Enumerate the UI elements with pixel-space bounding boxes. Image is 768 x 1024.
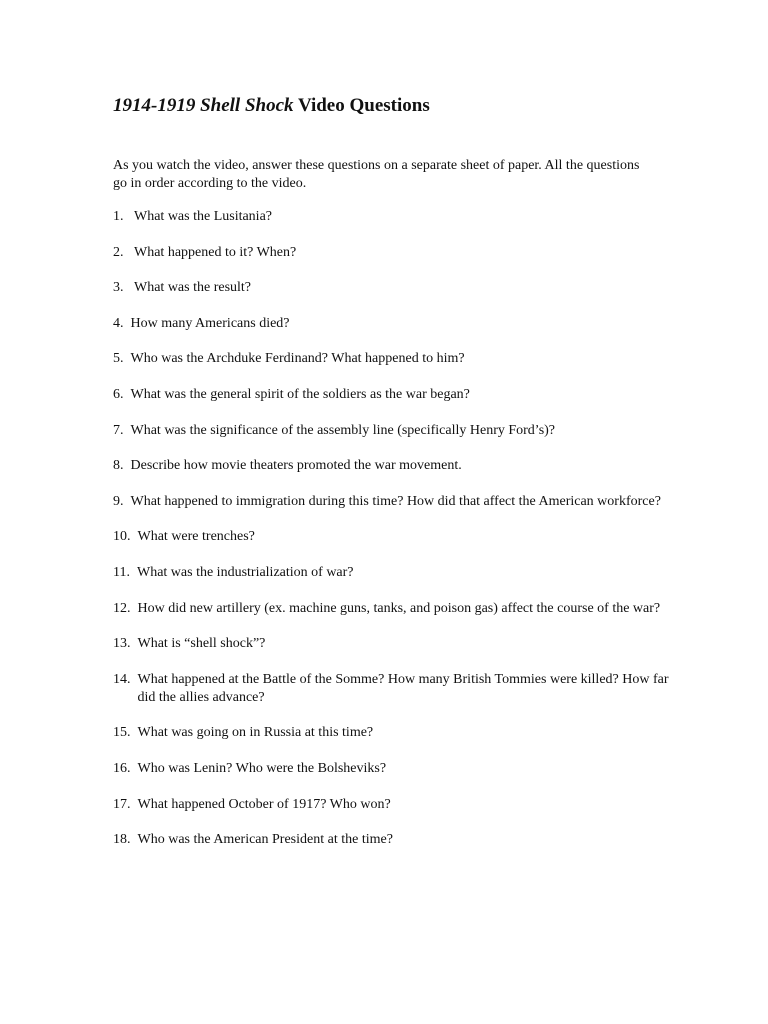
question-item <box>113 350 673 368</box>
question-item <box>113 760 673 778</box>
question-number: 15. <box>113 725 138 741</box>
question-number: 6. <box>113 386 131 402</box>
question-number: 11. <box>113 564 137 580</box>
question-number: 17. <box>113 796 138 812</box>
question-item <box>113 564 673 582</box>
question-number: 10. <box>113 529 138 545</box>
question-item <box>113 244 673 262</box>
question-text: What happened to immigration during this time? How did that affect the American workforce? <box>130 493 661 509</box>
question-number: 14. <box>113 671 138 687</box>
question-text: Who was the Archduke Ferdinand? What happened to him? <box>130 351 465 367</box>
instructions-paragraph: As you watch the video, answer these questions on a separate sheet of paper. All the questions go in order according to the video. <box>113 158 640 191</box>
question-text: What happened at the Battle of the Somme? How many British Tommies were killed? How far did the allies advance? <box>137 671 669 705</box>
question-item <box>113 386 673 404</box>
question-number: 16. <box>113 760 138 776</box>
question-number: 2. <box>113 244 134 260</box>
question-item <box>113 600 673 618</box>
question-number: 1. <box>113 209 134 224</box>
question-item <box>113 724 673 742</box>
title-rest-part: Video Questions <box>293 95 430 116</box>
question-text: What is “shell shock”? <box>137 636 266 652</box>
question-text: What was the result? <box>134 280 252 296</box>
question-item <box>113 422 673 440</box>
question-number: 13. <box>113 636 138 652</box>
question-number: 3. <box>113 280 134 296</box>
question-text: What was the significance of the assembly line (specifically Henry Ford’s)? <box>130 422 556 438</box>
question-number: 4. <box>113 315 131 331</box>
question-number: 12. <box>113 600 138 616</box>
question-text: What were trenches? <box>137 529 255 545</box>
question-list <box>113 208 708 849</box>
question-text: How did new artillery (ex. machine guns, tanks, and poison gas) affect the course of the war? <box>137 600 661 616</box>
question-item <box>113 315 673 333</box>
question-item <box>113 208 673 226</box>
question-text: What was the Lusitania? <box>134 209 273 224</box>
title-italic-part: 1914-1919 Shell Shock <box>113 95 294 116</box>
question-number: 7. <box>113 422 131 438</box>
question-number: 9. <box>113 493 131 509</box>
question-number: 5. <box>113 351 131 367</box>
question-item <box>113 831 673 849</box>
question-item <box>113 457 673 475</box>
question-item <box>113 635 673 653</box>
question-text: What was the industrialization of war? <box>136 564 354 580</box>
question-text: Describe how movie theaters promoted the war movement. <box>130 458 462 474</box>
question-text: Who was Lenin? Who were the Bolsheviks? <box>137 760 387 776</box>
question-number: 8. <box>113 458 131 474</box>
question-text: How many Americans died? <box>130 315 290 331</box>
question-item <box>113 796 673 814</box>
question-text: What was the general spirit of the soldiers as the war began? <box>130 386 470 402</box>
question-item <box>113 279 673 297</box>
question-item <box>113 671 673 707</box>
page-title <box>113 94 708 118</box>
question-text: What was going on in Russia at this time? <box>137 725 374 741</box>
question-text: What happened to it? When? <box>134 244 297 260</box>
question-item <box>113 493 673 511</box>
question-text: Who was the American President at the time? <box>137 832 393 848</box>
question-number: 18. <box>113 832 138 848</box>
question-text: What happened October of 1917? Who won? <box>137 796 391 812</box>
question-item <box>113 528 673 546</box>
